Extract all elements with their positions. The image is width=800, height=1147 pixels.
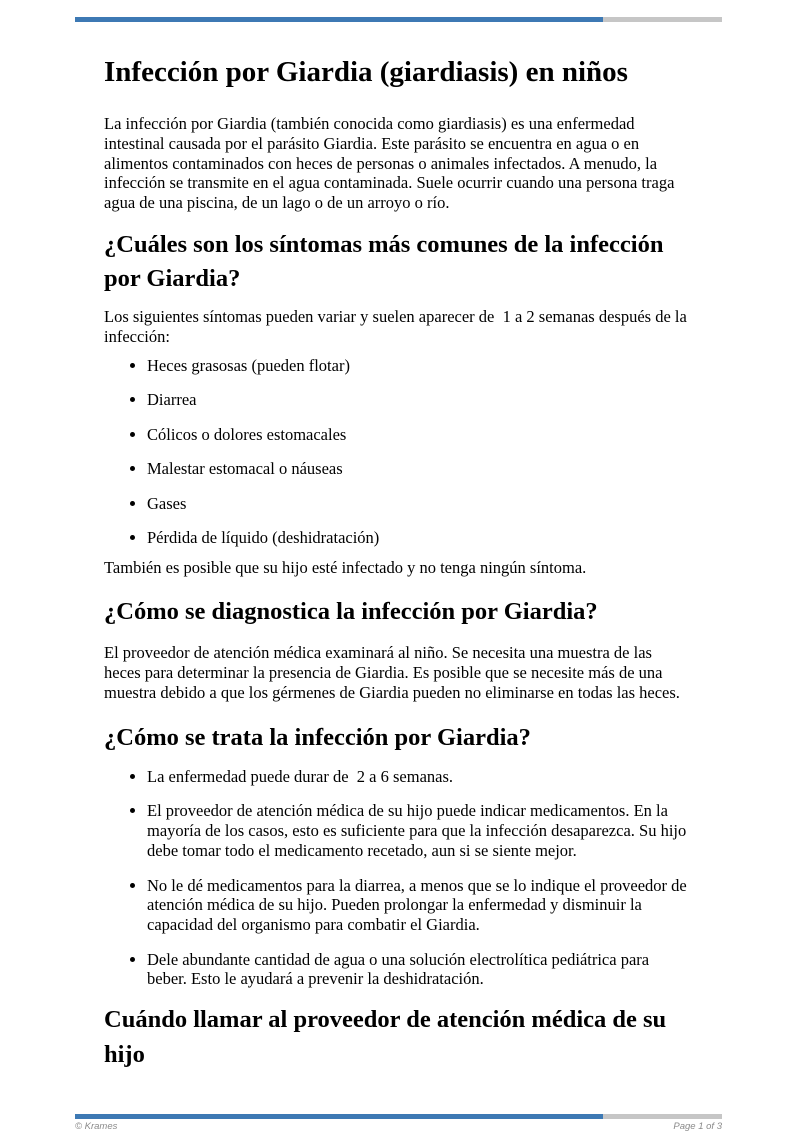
symptom-list-item: • Malestar estomacal o náuseas xyxy=(147,459,692,479)
treatment-bullet-list xyxy=(104,767,692,989)
page-title: Infección por Giardia (giardiasis) en niños xyxy=(104,56,628,88)
footer-copyright: © Krames xyxy=(75,1121,118,1132)
treatment-list-item: • No le dé medicamentos para la diarrea, a menos que se lo indique el proveedor de atención médica de su hijo. Pueden prolongar la enfermedad y disminuir la capacidad del organismo para combatir el Giardia. xyxy=(147,876,692,935)
symptom-list-item: • Gases xyxy=(147,494,692,514)
symptoms-note-paragraph: También es posible que su hijo esté infectado y no tenga ningún síntoma. xyxy=(104,557,587,577)
treatment-list-item: • Dele abundante cantidad de agua o una solución electrolítica pediátrica para beber. Esto le ayudará a prevenir la deshidratación. xyxy=(147,950,692,990)
footer-accent-bar xyxy=(75,1114,722,1119)
intro-paragraph: La infección por Giardia (también conocida como giardiasis) es una enfermedad intestinal causada por el parásito Giardia. Este parásito se encuentra en agua o en alimentos contaminados con heces de personas o animales infectados. A menudo, la infección se transmite en el agua contaminada. Suele ocurrir cuando una persona traga agua de una piscina, de un lago o de un arroyo o río. xyxy=(104,114,679,213)
footer-accent-bar-blue-segment xyxy=(75,1114,603,1119)
treatment-list-item: • El proveedor de atención médica de su hijo puede indicar medicamentos. En la mayoría de los casos, esto es suficiente para que la infección desaparezca. Su hijo debe tomar todo el medicamento recetado, aun si se siente mejor. xyxy=(147,801,692,860)
diagnosis-paragraph: El proveedor de atención médica examinará al niño. Se necesita una muestra de las heces para determinar la presencia de Giardia. Es posible que se necesite más de una muestra debido a que los gérmenes de Giardia pueden no eliminarse en todas las heces. xyxy=(104,643,680,702)
symptom-list-item: • Cólicos o dolores estomacales xyxy=(147,425,692,445)
section-heading-symptoms: ¿Cuáles son los síntomas más comunes de la infección por Giardia? xyxy=(104,230,664,293)
section-heading-when-to-call: Cuándo llamar al proveedor de atención médica de su hijo xyxy=(104,1006,667,1068)
section-heading-treatment: ¿Cómo se trata la infección por Giardia? xyxy=(104,724,531,752)
symptom-list-item: • Heces grasosas (pueden flotar) xyxy=(147,356,692,376)
section-heading-diagnosis: ¿Cómo se diagnostica la infección por Giardia? xyxy=(104,597,598,625)
treatment-list-item: • La enfermedad puede durar de 2 a 6 semanas. xyxy=(147,767,692,787)
footer-page-indicator: Page 1 of 3 xyxy=(673,1121,722,1132)
symptoms-bullet-list xyxy=(104,356,692,548)
document-body xyxy=(0,53,800,1072)
symptom-list-item: • Diarrea xyxy=(147,390,692,410)
top-accent-bar-blue-segment xyxy=(75,17,603,22)
symptom-list-item: • Pérdida de líquido (deshidratación) xyxy=(147,528,692,548)
symptoms-intro-paragraph: Los siguientes síntomas pueden variar y suelen aparecer de 1 a 2 semanas después de la infección: xyxy=(104,306,691,346)
page-footer xyxy=(0,1114,800,1133)
top-accent-bar xyxy=(75,17,722,22)
